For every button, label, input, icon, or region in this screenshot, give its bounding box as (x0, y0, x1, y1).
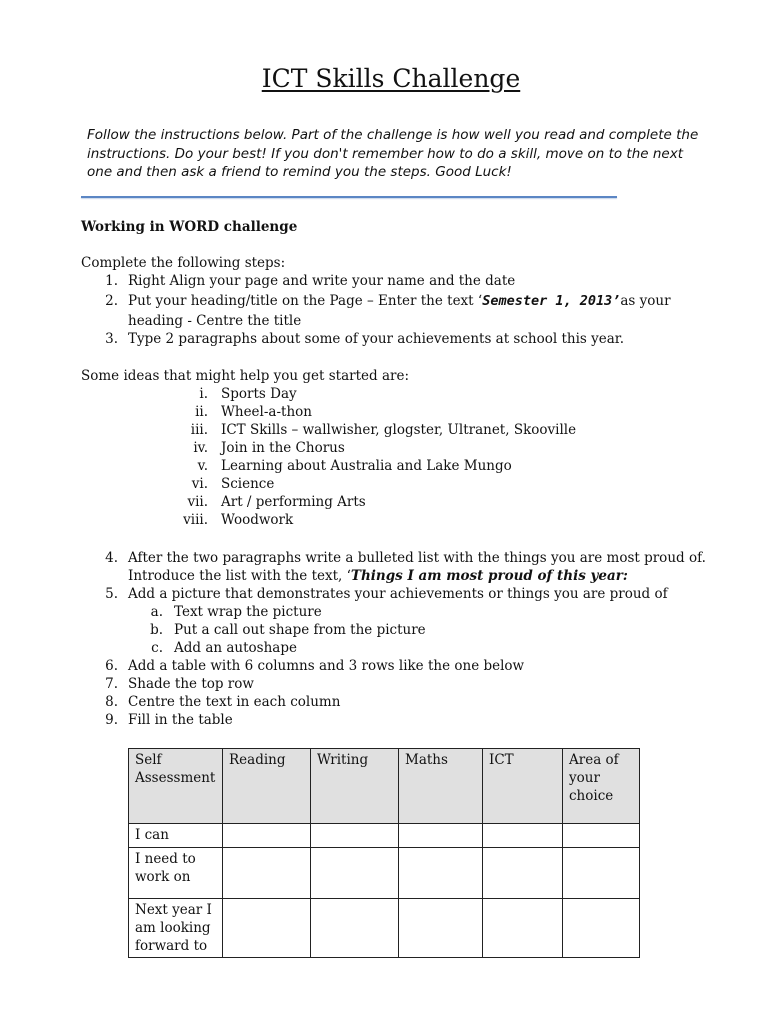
table-header-cell (563, 749, 640, 824)
step-number: 2. (105, 293, 118, 309)
special-text: Semester 1, 2013’ (482, 293, 621, 309)
ideas-intro: Some ideas that might help you get started are: (81, 368, 409, 384)
table-cell (311, 899, 399, 958)
table-cell (483, 899, 563, 958)
idea-text: Woodwork (221, 512, 294, 528)
substep-letter: b. (150, 622, 163, 638)
step-text: Centre the text in each column (128, 694, 341, 710)
step-number: 3. (105, 331, 118, 347)
step-text: Right Align your page and write your name and the date (128, 273, 516, 289)
substep-text: Put a call out shape from the picture (174, 622, 426, 638)
step-number: 9. (105, 712, 118, 728)
row-label-line: Next year I (135, 902, 212, 918)
substep-text: Text wrap the picture (174, 604, 322, 620)
table-cell (399, 848, 483, 899)
idea-number: v. (197, 458, 208, 474)
step-text: Fill in the table (128, 712, 233, 728)
intro-paragraph: Follow the instructions below. Part of the challenge is how well you read and complete the instructions. Do your best! If you don't remember how to do a skill, move on to the next one and then ask a friend to remind you the steps. Good Luck! (87, 127, 699, 180)
row-label-cell (129, 848, 223, 899)
table-header-cell (399, 749, 483, 824)
step-text-part: Put your heading/title on the Page – Enter the text ‘ (128, 293, 483, 309)
step-number: 1. (105, 273, 118, 289)
steps-intro: Complete the following steps: (81, 255, 286, 271)
table-row (129, 848, 640, 899)
table-row (129, 899, 640, 958)
substep-letter: a. (150, 604, 163, 620)
row-label-cell (129, 824, 223, 848)
step-text-part: as your (620, 293, 671, 309)
row-label-line: forward to (135, 938, 208, 954)
table-header-cell (311, 749, 399, 824)
header-line: Reading (229, 752, 286, 768)
table-cell (563, 824, 640, 848)
idea-number: iv. (193, 440, 208, 456)
step-number: 7. (105, 676, 118, 692)
self-assessment-table (128, 748, 640, 958)
row-label-line: I need to (135, 851, 196, 867)
table-header-row (129, 749, 640, 824)
idea-text: Join in the Chorus (221, 440, 345, 456)
divider-line (81, 196, 617, 198)
table-cell (399, 899, 483, 958)
step-text (128, 292, 671, 310)
idea-number: iii. (190, 422, 208, 438)
table-row (129, 824, 640, 848)
emphasis-text: Things I am most proud of this year: (350, 568, 628, 584)
idea-text: Wheel-a-thon (221, 404, 312, 420)
substep-text: Add an autoshape (174, 640, 297, 656)
idea-number: i. (199, 386, 208, 402)
table-cell (483, 848, 563, 899)
row-label-line: work on (135, 869, 191, 885)
table-cell (223, 899, 311, 958)
table-cell (563, 899, 640, 958)
page-title: ICT Skills Challenge (261, 64, 521, 93)
step-text: Type 2 paragraphs about some of your achievements at school this year. (128, 331, 625, 347)
idea-number: viii. (183, 512, 208, 528)
step-number: 4. (105, 550, 118, 566)
header-line: choice (569, 788, 614, 804)
table-cell (223, 824, 311, 848)
table-header-cell (129, 749, 223, 824)
step-text: Shade the top row (128, 676, 254, 692)
header-line: your (569, 770, 600, 786)
section-heading: Working in WORD challenge (81, 219, 298, 235)
row-label-line: am looking (135, 920, 211, 936)
table-cell (483, 824, 563, 848)
row-label-cell (129, 899, 223, 958)
step-number: 8. (105, 694, 118, 710)
header-line: Assessment (135, 770, 216, 786)
table-cell (223, 848, 311, 899)
idea-number: ii. (195, 404, 208, 420)
table-cell (311, 848, 399, 899)
table-header-cell (483, 749, 563, 824)
header-line: Writing (317, 752, 369, 768)
step-text-continued (128, 567, 628, 585)
header-line: Self (135, 752, 162, 768)
step-text: Add a table with 6 columns and 3 rows like the one below (128, 658, 525, 674)
table-cell (399, 824, 483, 848)
header-line: Maths (405, 752, 448, 768)
table-header-cell (223, 749, 311, 824)
idea-number: vi. (191, 476, 208, 492)
step-text: Add a picture that demonstrates your achievements or things you are proud of (128, 586, 668, 602)
step-text: After the two paragraphs write a bulleted list with the things you are most proud of. (128, 550, 706, 566)
idea-number: vii. (187, 494, 208, 510)
idea-text: Science (221, 476, 275, 492)
step-text-part: Introduce the list with the text, ‘ (128, 568, 351, 584)
step-text-continued: heading - Centre the title (128, 313, 302, 329)
table-cell (563, 848, 640, 899)
step-number: 6. (105, 658, 118, 674)
header-line: ICT (489, 752, 514, 768)
row-label-line: I can (135, 827, 169, 843)
substep-letter: c. (151, 640, 163, 656)
step-number: 5. (105, 586, 118, 602)
table-cell (311, 824, 399, 848)
idea-text: Learning about Australia and Lake Mungo (221, 458, 512, 474)
idea-text: Sports Day (221, 386, 297, 402)
idea-text: Art / performing Arts (221, 494, 366, 510)
header-line: Area of (569, 752, 619, 768)
idea-text: ICT Skills – wallwisher, glogster, Ultranet, Skooville (221, 422, 577, 438)
